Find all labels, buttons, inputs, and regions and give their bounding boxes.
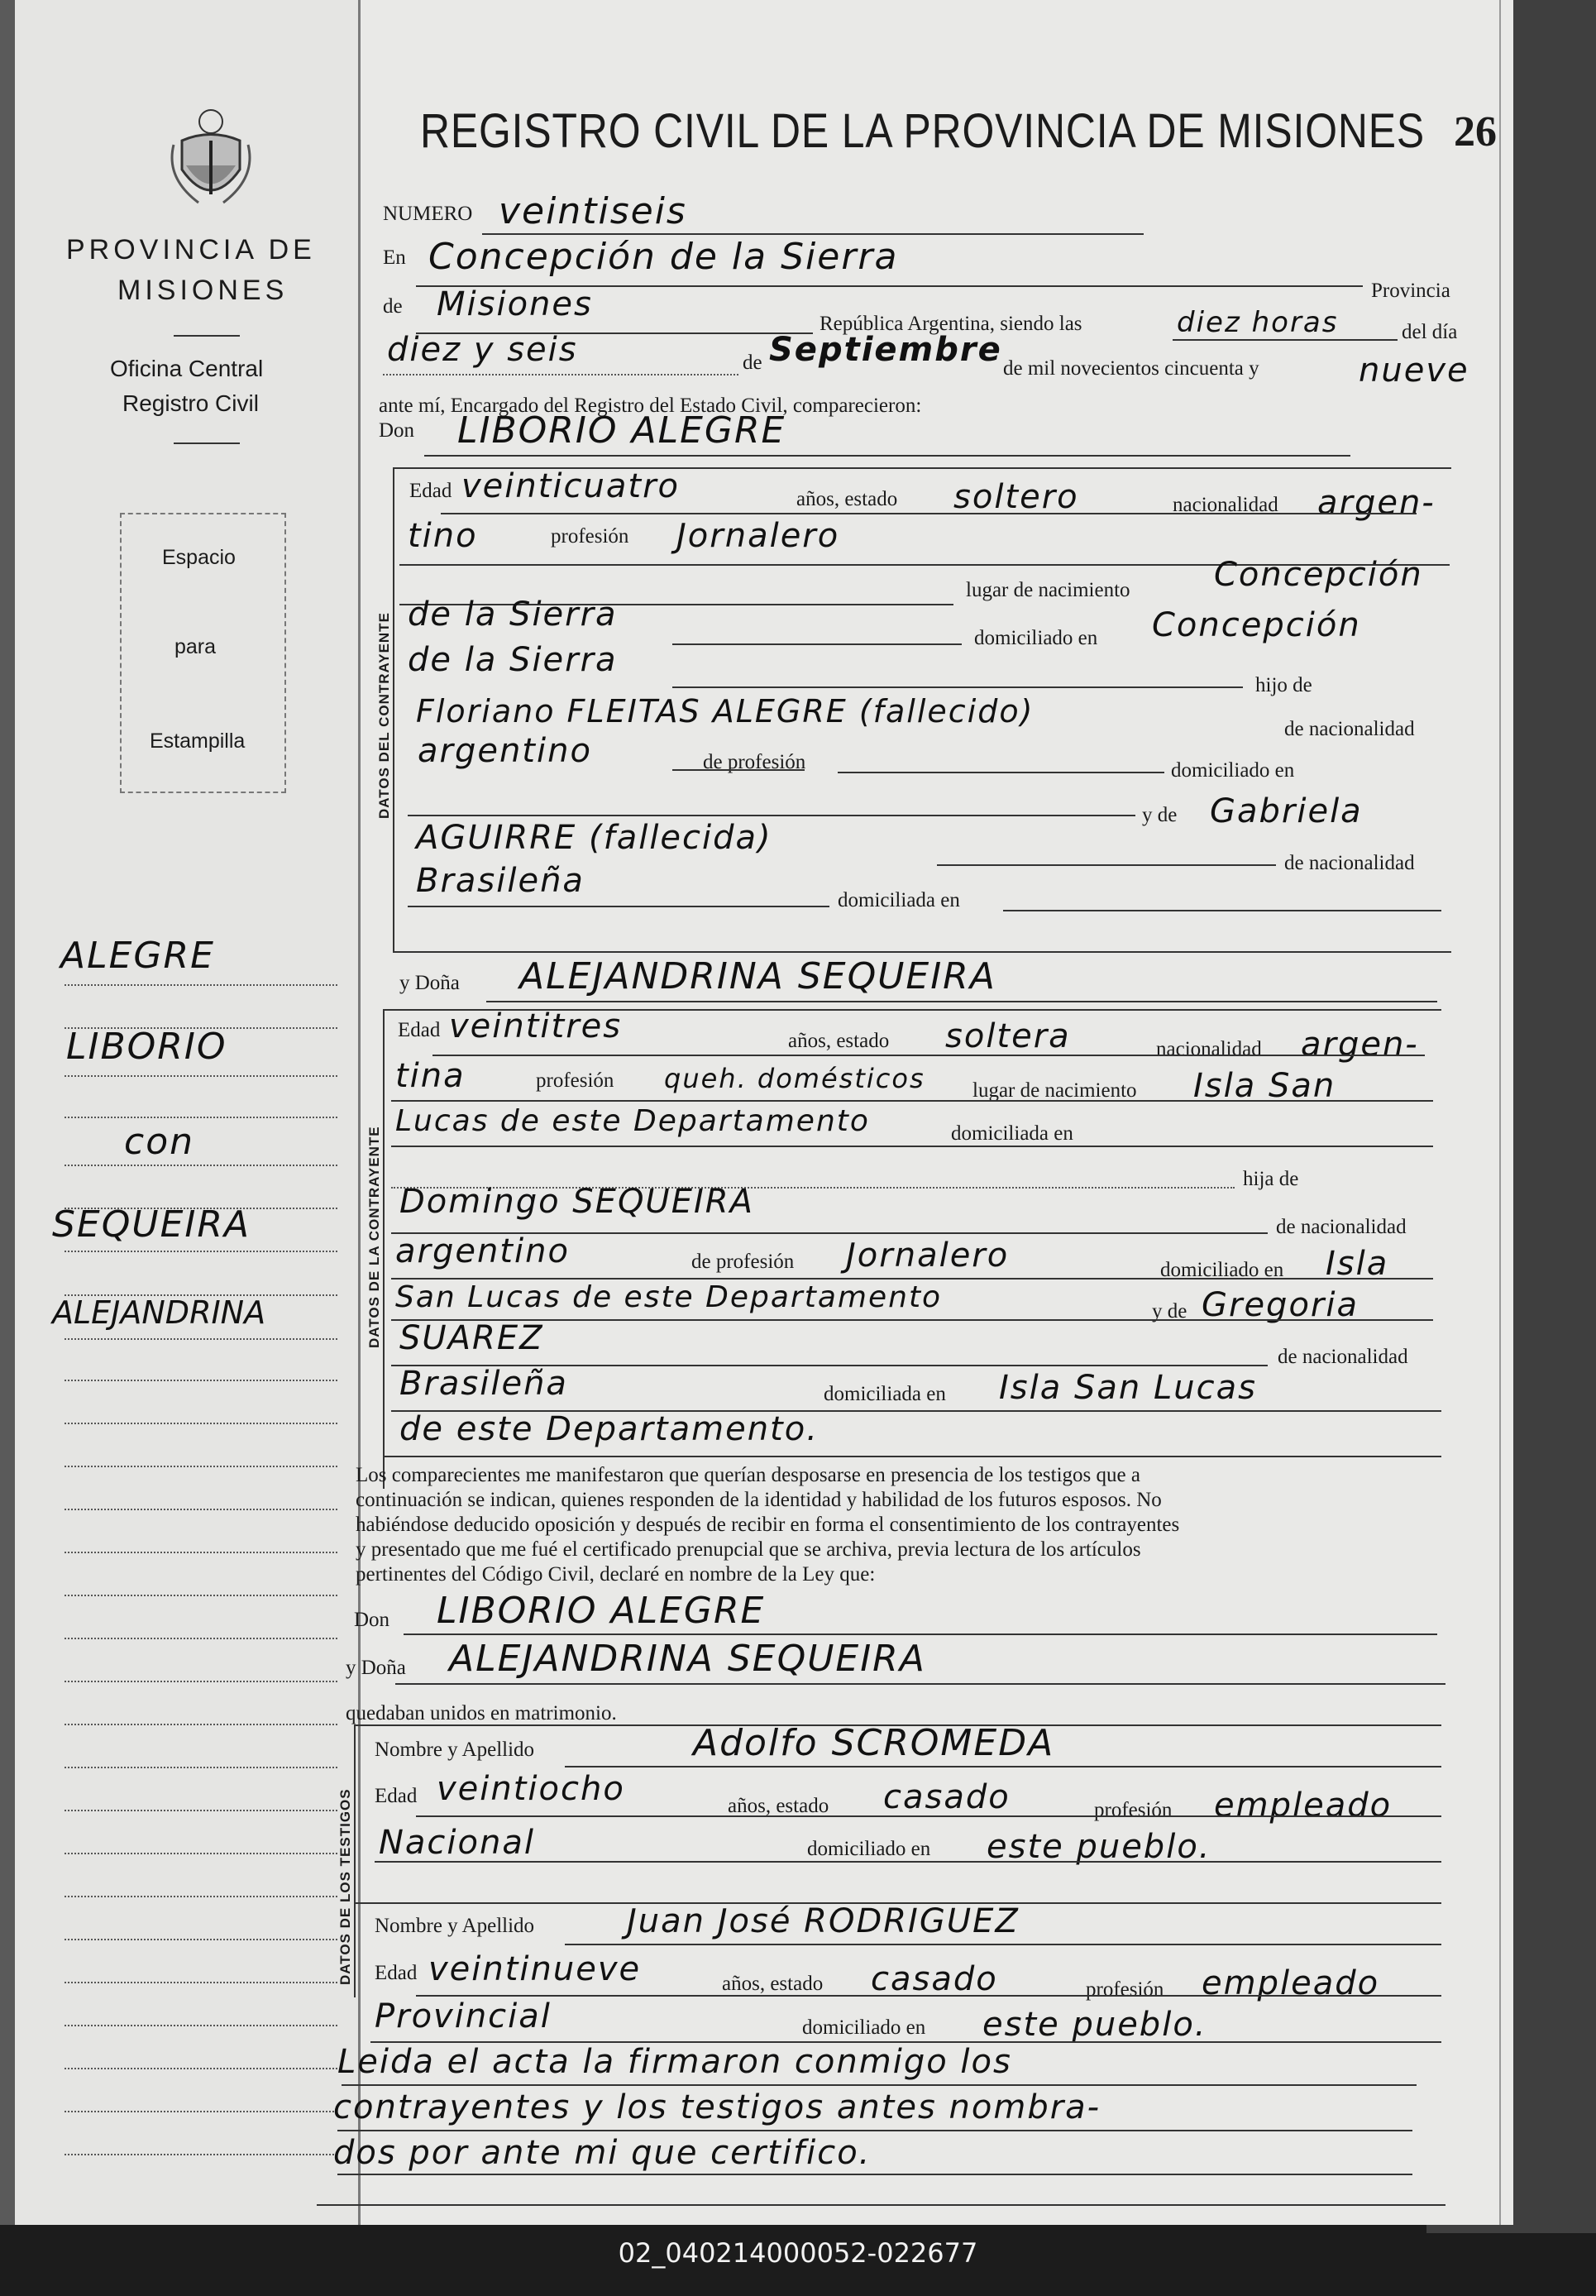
rule xyxy=(393,951,1451,953)
mes-value: Septiembre xyxy=(769,331,1002,369)
de-nacionalidad-label: de nacionalidad xyxy=(1284,718,1415,740)
y-de-label: y de xyxy=(1142,804,1178,826)
edad-label-4: Edad xyxy=(375,1962,418,1984)
rule xyxy=(1173,339,1398,341)
groom-name: LIBORIO ALEGRE xyxy=(457,409,786,452)
de-nacionalidad-label-4: de nacionalidad xyxy=(1278,1346,1408,1368)
groom-lugar-value-2: de la Sierra xyxy=(408,596,618,634)
rule xyxy=(395,1683,1445,1685)
witness1-prof-1: empleado xyxy=(1214,1787,1393,1825)
bride-mother-dom-2: de este Departamento. xyxy=(399,1410,819,1448)
rule xyxy=(486,1001,1437,1002)
closing-line-2: contrayentes y los testigos antes nombra- xyxy=(333,2088,1101,2126)
coat-of-arms-icon xyxy=(165,103,256,211)
domiciliada-label: domiciliada en xyxy=(838,889,960,911)
domiciliado-label-3: domiciliado en xyxy=(1160,1259,1284,1281)
anos-estado-label-4: años, estado xyxy=(722,1973,824,1995)
rule xyxy=(565,1944,1441,1945)
rule xyxy=(404,1634,1437,1635)
rule xyxy=(672,769,805,771)
paragraph-line-3: habiéndose deducido oposición y después de recibir en forma el consentimiento de los contrayentes xyxy=(356,1514,1180,1536)
domiciliado-label: domiciliado en xyxy=(974,627,1098,649)
bride-mother-value-1: Gregoria xyxy=(1202,1286,1359,1324)
anos-estado-label: años, estado xyxy=(796,488,898,510)
witness1-dom: este pueblo. xyxy=(987,1828,1211,1866)
rule xyxy=(565,1766,1441,1767)
stub-name-1: ALEGRE xyxy=(60,935,215,977)
bride-father-value: Domingo SEQUEIRA xyxy=(399,1183,754,1221)
groom-profesion-value: Jornalero xyxy=(676,517,840,555)
side-label-witnesses: DATOS DE LOS TESTIGOS xyxy=(337,1788,353,1985)
profesion-label-3: profesión xyxy=(1094,1799,1173,1821)
groom-nac-value-1: argen- xyxy=(1317,484,1436,522)
nacionalidad-label-2: nacionalidad xyxy=(1156,1038,1262,1060)
de-label-2: de xyxy=(743,352,762,374)
witness1-estado: casado xyxy=(883,1778,1011,1816)
decl-groom: LIBORIO ALEGRE xyxy=(437,1590,766,1632)
groom-estado-value: soltero xyxy=(953,478,1079,516)
republica-text: República Argentina, siendo las xyxy=(820,313,1082,335)
stub-name-5: ALEJANDRINA xyxy=(52,1294,266,1331)
stub-name-2: LIBORIO xyxy=(66,1026,227,1068)
bride-mother-dom-1: Isla San Lucas xyxy=(999,1369,1257,1407)
rule xyxy=(838,772,1164,773)
stub-column xyxy=(15,0,361,2225)
bride-father-dom-2: San Lucas de este Departamento xyxy=(395,1280,943,1314)
rule xyxy=(408,815,1135,816)
profesion-label: profesión xyxy=(551,525,629,548)
witness1-edad: veintiocho xyxy=(437,1770,625,1808)
rule xyxy=(391,1146,1433,1147)
ante-mi-text: ante mí, Encargado del Registro del Estado Civil, comparecieron: xyxy=(379,395,922,417)
decl-bride: ALEJANDRINA SEQUEIRA xyxy=(449,1638,926,1680)
witness2-name: Juan José RODRIGUEZ xyxy=(627,1902,1020,1940)
groom-nac-value-2: tino xyxy=(408,517,478,555)
rule xyxy=(432,1055,1425,1056)
bride-lugar-value-1: Isla San xyxy=(1193,1067,1336,1105)
nacionalidad-label: nacionalidad xyxy=(1173,494,1278,516)
y-dona-label: y Doña xyxy=(399,972,460,994)
nombre-label-2: Nombre y Apellido xyxy=(375,1915,535,1937)
rule xyxy=(937,864,1276,866)
rule xyxy=(383,1456,1441,1457)
anos-estado-label-2: años, estado xyxy=(788,1030,890,1052)
domiciliada-label-3: domiciliada en xyxy=(824,1383,946,1405)
side-label-bride: DATOS DE LA CONTRAYENTE xyxy=(366,1126,382,1348)
closing-line-3: dos por ante mi que certifico. xyxy=(333,2134,872,2172)
rule xyxy=(391,1100,1433,1102)
groom-father-value: Floriano FLEITAS ALEGRE (fallecido) xyxy=(416,693,1035,729)
anio-value: nueve xyxy=(1359,352,1469,390)
office-label-1: Oficina Central xyxy=(110,356,264,381)
groom-father-nac: argentino xyxy=(418,732,592,770)
scan-id-footer: 02_040214000052-022677 xyxy=(618,2237,978,2269)
decl-dona-label: y Doña xyxy=(346,1657,406,1679)
hija-de-label: hija de xyxy=(1243,1168,1299,1190)
bride-lugar-value-2: Lucas de este Departamento xyxy=(395,1104,870,1138)
rule xyxy=(337,2174,1412,2175)
domiciliado-label-4: domiciliado en xyxy=(807,1838,931,1860)
bride-name: ALEJANDRINA SEQUEIRA xyxy=(519,955,996,997)
quedaban-text: quedaban unidos en matrimonio. xyxy=(346,1702,617,1724)
edad-label-3: Edad xyxy=(375,1785,418,1807)
groom-dom-value-1: Concepción xyxy=(1152,606,1361,644)
groom-lugar-value-1: Concepción xyxy=(1214,556,1423,594)
paragraph-line-5: pertinentes del Código Civil, declaré en nombre de la Ley que: xyxy=(356,1563,876,1586)
groom-dom-value-2: de la Sierra xyxy=(408,641,618,679)
rule xyxy=(408,906,829,907)
witness2-edad: veintinueve xyxy=(428,1950,642,1988)
groom-mother-nac: Brasileña xyxy=(416,862,585,900)
rule xyxy=(375,1861,1441,1863)
don-label: Don xyxy=(379,419,415,442)
rule xyxy=(383,374,738,375)
stamp-label-1: Espacio xyxy=(162,546,236,569)
anos-estado-label-3: años, estado xyxy=(728,1795,829,1817)
edad-label: Edad xyxy=(409,480,452,502)
de-nacionalidad-label-2: de nacionalidad xyxy=(1284,852,1415,874)
rule xyxy=(672,643,962,645)
en-label: En xyxy=(383,246,406,269)
groom-edad-value: veinticuatro xyxy=(461,467,680,505)
rule xyxy=(482,233,1144,235)
groom-mother-value-2: AGUIRRE (fallecida) xyxy=(416,819,772,857)
del-dia-label: del día xyxy=(1402,321,1458,343)
domiciliado-label-5: domiciliado en xyxy=(802,2016,926,2039)
domiciliada-label-2: domiciliada en xyxy=(951,1122,1073,1145)
paragraph-line-1: Los comparecientes me manifestaron que querían desposarse en presencia de los testigos que a xyxy=(356,1464,1140,1486)
decl-don-label: Don xyxy=(354,1609,390,1631)
paragraph-line-4: y presentado que me fué el certificado prenupcial que se archiva, previa lectura de los artículos xyxy=(356,1538,1141,1561)
rule xyxy=(416,1995,1441,1997)
rule xyxy=(672,686,1243,688)
hijo-de-label: hijo de xyxy=(1255,674,1312,696)
de-nacionalidad-label-3: de nacionalidad xyxy=(1276,1216,1407,1238)
box-line xyxy=(393,467,394,951)
witness2-estado: casado xyxy=(871,1960,998,1998)
province-label-2: MISIONES xyxy=(117,275,289,306)
lugar-nac-label-2: lugar de nacimiento xyxy=(972,1079,1137,1102)
groom-mother-value-1: Gabriela xyxy=(1210,792,1363,830)
divider xyxy=(174,442,240,444)
bride-father-dom-1: Isla xyxy=(1326,1245,1389,1283)
bride-edad-value: veintitres xyxy=(449,1007,623,1045)
de-profesion-label: de profesión xyxy=(703,751,806,773)
lugar-nac-label: lugar de nacimiento xyxy=(966,579,1130,601)
numero-label: NUMERO xyxy=(383,203,473,225)
numero-value: veintiseis xyxy=(499,190,687,232)
witness2-prof-2: Provincial xyxy=(375,1997,552,2035)
box-line xyxy=(383,1009,385,1489)
stamp-label-2: para xyxy=(174,635,217,658)
bride-mother-nac: Brasileña xyxy=(399,1365,568,1403)
y-de-label-2: y de xyxy=(1152,1300,1187,1323)
de-value: Misiones xyxy=(437,285,593,323)
province-label-1: PROVINCIA DE xyxy=(66,234,316,265)
witness1-prof-2: Nacional xyxy=(379,1824,535,1862)
witness1-name: Adolfo SCROMEDA xyxy=(693,1722,1055,1764)
de-profesion-label-2: de profesión xyxy=(691,1251,795,1273)
divider xyxy=(174,335,240,337)
page-bottom-rule xyxy=(317,2204,1445,2206)
page-binding-edge xyxy=(0,0,15,2225)
de-mil-text: de mil novecientos cincuenta y xyxy=(1003,357,1259,380)
en-value: Concepción de la Sierra xyxy=(428,236,899,278)
rule xyxy=(1003,910,1441,911)
bride-mother-value-2: SUAREZ xyxy=(399,1319,544,1357)
page-title: REGISTRO CIVIL DE LA PROVINCIA DE MISIONES xyxy=(420,104,1426,158)
bride-nac-value-2: tina xyxy=(395,1057,466,1095)
edad-label-2: Edad xyxy=(398,1019,441,1041)
bride-nac-value-1: argen- xyxy=(1301,1026,1419,1064)
witness2-prof-1: empleado xyxy=(1202,1964,1380,2002)
office-label-2: Registro Civil xyxy=(122,390,259,416)
horas-value: diez horas xyxy=(1177,306,1339,339)
stub-name-3: con xyxy=(124,1121,194,1163)
rule xyxy=(391,1278,1433,1280)
de-label: de xyxy=(383,295,403,318)
side-label-groom: DATOS DEL CONTRAYENTE xyxy=(376,612,392,819)
witness2-dom: este pueblo. xyxy=(982,2006,1207,2044)
certificate-form xyxy=(333,0,1501,2225)
bride-father-nac: argentino xyxy=(395,1232,570,1270)
profesion-label-2: profesión xyxy=(536,1069,614,1092)
rule xyxy=(416,1815,1441,1817)
bride-profesion-value: queh. domésticos xyxy=(664,1063,925,1094)
domiciliado-label-2: domiciliado en xyxy=(1171,759,1295,782)
stamp-label-3: Estampilla xyxy=(150,729,246,753)
rule xyxy=(337,2130,1412,2131)
closing-line-1: Leida el acta la firmaron conmigo los xyxy=(337,2043,1012,2081)
bride-father-prof: Jornalero xyxy=(846,1236,1010,1275)
rule xyxy=(342,2084,1417,2086)
rule xyxy=(391,1319,1433,1321)
box-line xyxy=(354,1724,356,1997)
paragraph-line-2: continuación se indican, quienes responden de la identidad y habilidad de los futuros esposos. No xyxy=(356,1489,1162,1511)
dia-value: diez y seis xyxy=(387,331,578,369)
rule xyxy=(424,455,1350,457)
provincia-label: Provincia xyxy=(1371,280,1450,302)
stub-name-4: SEQUEIRA xyxy=(52,1203,251,1246)
rule xyxy=(441,513,1417,514)
nombre-label-1: Nombre y Apellido xyxy=(375,1739,535,1761)
page-number: 26 xyxy=(1454,108,1497,155)
profesion-label-4: profesión xyxy=(1086,1978,1164,2001)
bride-estado-value: soltera xyxy=(945,1017,1071,1055)
